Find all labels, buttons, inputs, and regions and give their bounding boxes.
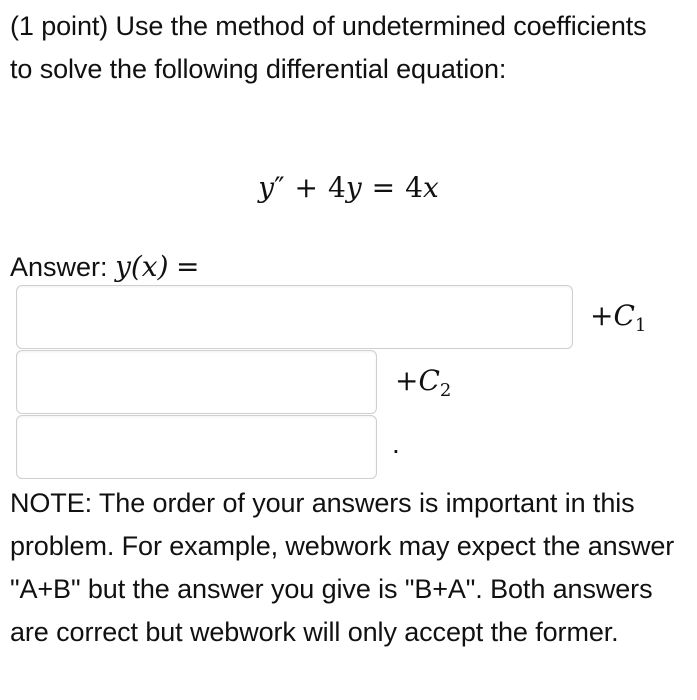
constant-c2-term: $+C_2$: [395, 364, 452, 401]
eq-rhs-var: x: [422, 171, 439, 204]
answer-label-row: [10, 247, 200, 287]
order-note: NOTE: The order of your answers is important in this problem. For example, webwork may expect the answer "A+B" but the answer you give is "B+A". Both answers are correct but webwork will only accept the former.: [10, 488, 675, 647]
answer-equals: =: [176, 250, 200, 283]
answer-input-3[interactable]: [16, 415, 377, 479]
eq-var: y: [345, 171, 362, 204]
eq-coef: 4: [328, 171, 346, 204]
eq-equals: =: [371, 171, 396, 204]
eq-rhs-coef: 4: [405, 171, 423, 204]
eq-lhs-var: y: [258, 171, 275, 204]
eq-prime: ″: [274, 171, 285, 204]
answer-input-2[interactable]: [16, 350, 377, 414]
answer-function: y(x): [115, 250, 169, 283]
eq-plus: +: [294, 171, 318, 204]
constant-c1-term: $+C_1$: [590, 299, 647, 336]
answer-terminal-period: .: [392, 428, 400, 459]
answer-input-1[interactable]: [16, 285, 573, 349]
answer-label: Answer:: [10, 252, 108, 282]
problem-statement: (1 point) Use the method of undetermined coefficients to solve the following differential equation:: [10, 11, 647, 84]
differential-equation: [0, 166, 697, 210]
